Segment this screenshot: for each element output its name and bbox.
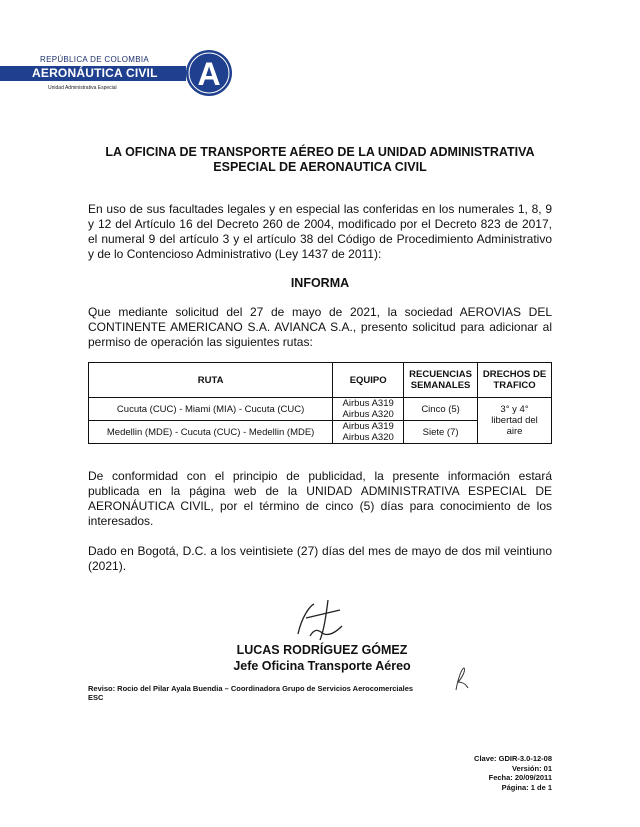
- document-title: [60, 145, 580, 175]
- logo-republic-text: REPÚBLICA DE COLOMBIA: [40, 55, 149, 64]
- header-frecuencias: RECUENCIAS SEMANALES: [404, 363, 478, 398]
- request-paragraph: Que mediante solicitud del 27 de mayo de 2021, la sociedad AEROVIAS DEL CONTINENTE AMERICANO S.A. AVIANCA S.A., presento solicitud para adicionar al permiso de operación las siguientes rutas:: [88, 305, 552, 349]
- logo-subtitle: Unidad Administrativa Especial: [48, 85, 117, 91]
- meta-version: Versión: 01: [511, 763, 552, 773]
- title-line-2: ESPECIAL DE AERONAUTICA CIVIL: [213, 160, 427, 174]
- publicity-paragraph: De conformidad con el principio de publicidad, la presente información estará publicada en la página web de la UNIDAD ADMINISTRATIVA ESPECIAL DE AERONÁUTICA CIVIL, por el término de cinco (5) días para conocimiento de los interesados.: [88, 469, 552, 528]
- signer-name: LUCAS RODRÍGUEZ GÓMEZ: [236, 643, 408, 657]
- routes-table: [88, 362, 552, 444]
- cell-equipo-line: Airbus A319: [342, 398, 394, 409]
- dated-paragraph: Dado en Bogotá, D.C. a los veintisiete (27) días del mes de mayo de dos mil veintiuno (2021).: [88, 544, 552, 573]
- cell-ruta: Cucuta (CUC) - Miami (MIA) - Cucuta (CUC): [89, 398, 333, 421]
- cell-frecuencia: Siete (7): [404, 421, 478, 444]
- aerocivil-logo: [0, 48, 240, 98]
- cell-equipo-line: Airbus A319: [342, 421, 394, 432]
- cell-ruta: Medellin (MDE) - Cucuta (CUC) - Medellin (MDE): [89, 421, 333, 444]
- cell-equipo: [333, 398, 404, 421]
- title-line-1: LA OFICINA DE TRANSPORTE AÉREO DE LA UNIDAD ADMINISTRATIVA: [105, 145, 535, 159]
- signer-role: Jefe Oficina Transporte Aéreo: [233, 659, 411, 673]
- review-note: [88, 684, 413, 702]
- aerocivil-emblem-icon: [184, 48, 234, 98]
- cell-frecuencia: Cinco (5): [404, 398, 478, 421]
- meta-pagina: Página: 1 de 1: [501, 782, 552, 792]
- meta-fecha: Fecha: 20/09/2011: [488, 773, 552, 782]
- review-line-2: ESC: [88, 693, 104, 702]
- emblem-letter: A: [197, 56, 221, 92]
- cell-equipo-line: Airbus A320: [342, 432, 394, 443]
- header-ruta: RUTA: [89, 363, 333, 398]
- table-row: [89, 398, 552, 421]
- signature-scribble: [280, 596, 360, 646]
- logo-org-name: AERONÁUTICA CIVIL: [32, 66, 158, 80]
- intro-paragraph: En uso de sus facultades legales y en especial las conferidas en los numerales 1, 8, 9 y 12 del Artículo 16 del Decreto 260 de 2004, modificado por el Decreto 823 de 2017, el numeral 9 del artículo 3 y el artículo 38 del Código de Procedimiento Administrativo y de lo Contencioso Administrativo (Ley 1437 de 2011):: [88, 202, 552, 261]
- table-header-row: [89, 363, 552, 398]
- cell-equipo: [333, 421, 404, 444]
- reviewer-initial-scribble: [452, 664, 472, 694]
- header-equipo: EQUIPO: [333, 363, 404, 398]
- informa-heading: INFORMA: [290, 276, 350, 290]
- cell-equipo-line: Airbus A320: [342, 409, 394, 420]
- meta-clave: Clave: GDIR-3.0-12-08: [474, 754, 552, 763]
- header-derechos: DRECHOS DE TRAFICO: [478, 363, 552, 398]
- document-metadata: [474, 754, 552, 792]
- review-line-1: Reviso: Rocio del Pilar Ayala Buendia – Coordinadora Grupo de Servicios Aerocomerciales: [88, 684, 414, 693]
- cell-derechos: 3° y 4° libertad del aire: [478, 398, 552, 444]
